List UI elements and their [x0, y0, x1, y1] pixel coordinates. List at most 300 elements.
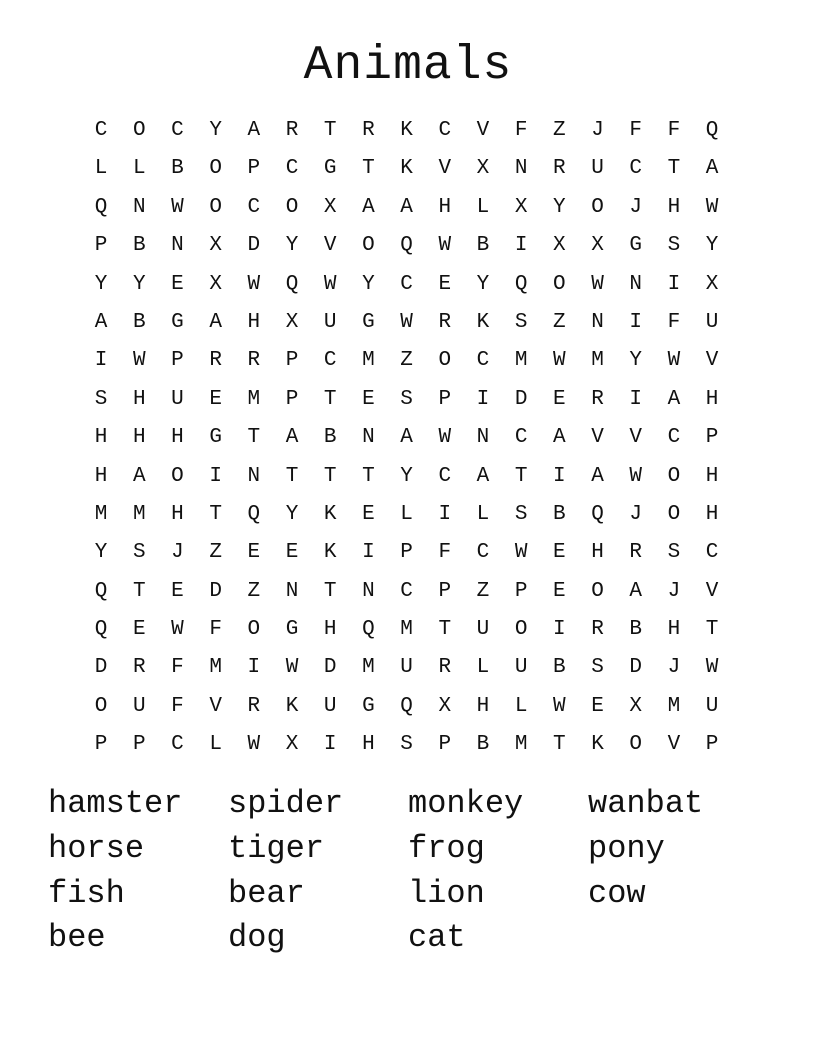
- grid-letter: C: [438, 119, 452, 142]
- grid-letter: X: [591, 234, 604, 258]
- grid-letter: O: [591, 195, 604, 219]
- grid-letter: O: [438, 349, 452, 373]
- grid-letter: U: [132, 694, 146, 718]
- grid-letter: E: [362, 387, 375, 411]
- grid-letter: C: [247, 195, 261, 219]
- grid-letter: F: [171, 656, 184, 680]
- grid-letter: C: [171, 119, 184, 142]
- grid-letter: I: [476, 387, 490, 411]
- grid-letter: O: [362, 234, 375, 258]
- grid-row: [82, 688, 734, 726]
- grid-letter: O: [667, 464, 681, 488]
- grid-letter: P: [94, 234, 108, 258]
- grid-letter: W: [323, 272, 337, 296]
- grid-letter: U: [705, 310, 719, 334]
- grid-letter: E: [171, 272, 184, 296]
- grid-letter: E: [132, 618, 146, 642]
- grid-letter: N: [514, 157, 528, 181]
- grid-letter: M: [132, 502, 146, 526]
- grid-letter: E: [553, 541, 566, 565]
- grid-letter: V: [323, 234, 337, 258]
- grid-letter: V: [705, 579, 719, 603]
- grid-letter: J: [667, 656, 681, 680]
- grid-row: [82, 189, 734, 227]
- grid-letter: C: [171, 733, 184, 757]
- grid-letter: M: [362, 349, 375, 373]
- grid-letter: G: [629, 234, 643, 258]
- grid-letter: B: [476, 234, 490, 258]
- grid-letter: B: [629, 618, 643, 642]
- grid-letter: V: [209, 694, 222, 718]
- grid-letter: K: [323, 541, 337, 565]
- grid-letter: Q: [285, 272, 299, 296]
- grid-letter: W: [247, 272, 261, 296]
- grid-letter: H: [591, 541, 604, 565]
- grid-letter: P: [438, 387, 452, 411]
- grid-letter: V: [438, 157, 452, 181]
- grid-letter: X: [285, 733, 299, 757]
- grid-letter: P: [400, 541, 413, 565]
- grid-letter: E: [553, 387, 566, 411]
- grid-letter: V: [629, 426, 643, 450]
- grid-letter: Q: [400, 694, 413, 718]
- grid-letter: R: [209, 349, 222, 373]
- grid-letter: U: [514, 656, 528, 680]
- grid-letter: X: [553, 234, 566, 258]
- grid-letter: W: [629, 464, 643, 488]
- grid-letter: H: [705, 464, 719, 488]
- grid-letter: U: [323, 694, 337, 718]
- grid-letter: M: [209, 656, 222, 680]
- word-list-item: pony: [588, 829, 665, 867]
- grid-letter: V: [591, 426, 604, 450]
- word-list-item: tiger: [228, 829, 325, 867]
- word-list: [48, 782, 768, 961]
- grid-letter: Y: [705, 234, 719, 258]
- grid-letter: E: [171, 579, 184, 603]
- grid-letter: R: [247, 349, 261, 373]
- grid-letter: T: [667, 157, 681, 181]
- grid-letter: P: [438, 579, 452, 603]
- grid-letter: Y: [553, 195, 566, 219]
- grid-letter: W: [514, 541, 528, 565]
- grid-letter: V: [476, 119, 490, 142]
- word-list-item: monkey: [408, 785, 524, 822]
- grid-letter: Y: [94, 272, 108, 296]
- grid-letter: A: [400, 195, 413, 219]
- grid-letter: E: [285, 541, 299, 565]
- grid-letter: S: [132, 541, 146, 565]
- grid-letter: T: [323, 387, 337, 411]
- grid-letter: Z: [553, 310, 566, 334]
- grid-letter: A: [132, 464, 146, 488]
- word-list-item: wanbat: [588, 785, 704, 822]
- grid-letter: Q: [400, 234, 413, 258]
- word-list-item: hamster: [48, 785, 183, 822]
- grid-letter: N: [362, 579, 375, 603]
- grid-letter: R: [591, 618, 604, 642]
- grid-letter: W: [553, 349, 566, 373]
- grid-letter: U: [705, 694, 719, 718]
- grid-letter: O: [591, 579, 604, 603]
- grid-letter: L: [209, 733, 222, 757]
- grid-letter: L: [514, 694, 528, 718]
- grid-letter: P: [705, 733, 719, 757]
- grid-letter: X: [438, 694, 452, 718]
- grid-letter: W: [705, 195, 719, 219]
- grid-letter: W: [400, 310, 413, 334]
- grid-letter: X: [705, 272, 719, 296]
- grid-letter: A: [476, 464, 490, 488]
- grid-letter: H: [705, 387, 719, 411]
- grid-letter: Q: [705, 119, 719, 142]
- grid-letter: C: [476, 349, 490, 373]
- grid-letter: K: [400, 119, 413, 142]
- grid-letter: M: [514, 733, 528, 757]
- grid-letter: P: [171, 349, 184, 373]
- grid-letter: W: [591, 272, 604, 296]
- grid-letter: O: [553, 272, 566, 296]
- grid-letter: S: [94, 387, 108, 411]
- grid-letter: M: [514, 349, 528, 373]
- grid-letter: I: [667, 272, 681, 296]
- grid-letter: B: [171, 157, 184, 181]
- grid-letter: C: [400, 272, 413, 296]
- grid-letter: H: [705, 502, 719, 526]
- grid-letter: O: [94, 694, 108, 718]
- grid-letter: D: [514, 387, 528, 411]
- grid-letter: T: [514, 464, 528, 488]
- grid-letter: A: [629, 579, 643, 603]
- grid-letter: N: [247, 464, 261, 488]
- grid-letter: I: [362, 541, 375, 565]
- grid-letter: N: [476, 426, 490, 450]
- grid-letter: I: [94, 349, 108, 373]
- grid-row: [82, 726, 734, 764]
- grid-letter: V: [667, 733, 681, 757]
- grid-letter: I: [247, 656, 261, 680]
- grid-letter: Y: [362, 272, 375, 296]
- grid-letter: G: [323, 157, 337, 181]
- grid-letter: B: [553, 502, 566, 526]
- grid-row: [82, 534, 734, 572]
- grid-letter: Q: [362, 618, 375, 642]
- grid-letter: F: [667, 119, 681, 142]
- grid-row: [82, 227, 734, 265]
- word-list-item: dog: [228, 919, 286, 957]
- grid-letter: E: [209, 387, 222, 411]
- grid-letter: Z: [209, 541, 222, 565]
- word-list-item: fish: [48, 874, 125, 912]
- grid-letter: M: [94, 502, 108, 526]
- grid-letter: O: [209, 157, 222, 181]
- grid-letter: I: [629, 310, 643, 334]
- grid-letter: L: [400, 502, 413, 526]
- grid-letter: G: [362, 310, 375, 334]
- grid-letter: Y: [285, 234, 299, 258]
- grid-letter: X: [323, 195, 337, 219]
- grid-letter: U: [476, 618, 490, 642]
- grid-letter: W: [553, 694, 566, 718]
- grid-letter: Z: [476, 579, 490, 603]
- word-list-item: cow: [588, 874, 646, 912]
- grid-letter: Y: [400, 464, 413, 488]
- grid-letter: S: [667, 541, 681, 565]
- grid-letter: D: [94, 656, 108, 680]
- grid-letter: K: [591, 733, 604, 757]
- grid-letter: U: [171, 387, 184, 411]
- grid-letter: Y: [209, 119, 222, 142]
- grid-letter: B: [476, 733, 490, 757]
- grid-letter: I: [209, 464, 222, 488]
- grid-letter: C: [94, 119, 108, 142]
- grid-letter: I: [553, 618, 566, 642]
- grid-letter: O: [667, 502, 681, 526]
- grid-letter: S: [400, 733, 413, 757]
- grid-letter: F: [171, 694, 184, 718]
- grid-letter: L: [94, 157, 108, 181]
- grid-letter: C: [476, 541, 490, 565]
- grid-letter: D: [629, 656, 643, 680]
- grid-letter: A: [247, 119, 261, 142]
- grid-letter: P: [705, 426, 719, 450]
- grid-letter: D: [209, 579, 222, 603]
- grid-letter: O: [132, 119, 146, 142]
- grid-letter: C: [514, 426, 528, 450]
- grid-letter: W: [438, 426, 452, 450]
- grid-letter: T: [438, 618, 452, 642]
- grid-letter: G: [285, 618, 299, 642]
- grid-letter: R: [591, 387, 604, 411]
- grid-letter: T: [705, 618, 719, 642]
- grid-letter: O: [209, 195, 222, 219]
- grid-letter: Q: [514, 272, 528, 296]
- grid-letter: H: [171, 426, 184, 450]
- grid-letter: Z: [553, 119, 566, 142]
- grid-letter: C: [629, 157, 643, 181]
- grid-letter: M: [400, 618, 413, 642]
- grid-letter: X: [476, 157, 490, 181]
- grid-row: [82, 649, 734, 687]
- grid-letter: Z: [400, 349, 413, 373]
- grid-letter: N: [591, 310, 604, 334]
- grid-letter: E: [553, 579, 566, 603]
- grid-row: [82, 150, 734, 188]
- grid-letter: R: [362, 119, 375, 142]
- grid-letter: N: [132, 195, 146, 219]
- grid-letter: A: [285, 426, 299, 450]
- grid-letter: O: [285, 195, 299, 219]
- grid-letter: C: [438, 464, 452, 488]
- grid-letter: P: [94, 733, 108, 757]
- grid-letter: E: [247, 541, 261, 565]
- grid-letter: Y: [94, 541, 108, 565]
- grid-letter: D: [247, 234, 261, 258]
- grid-letter: C: [323, 349, 337, 373]
- grid-letter: S: [514, 310, 528, 334]
- grid-letter: F: [438, 541, 452, 565]
- grid-letter: T: [132, 579, 146, 603]
- grid-letter: N: [629, 272, 643, 296]
- grid-letter: C: [667, 426, 681, 450]
- grid-letter: K: [323, 502, 337, 526]
- grid-letter: E: [362, 502, 375, 526]
- grid-letter: I: [514, 234, 528, 258]
- grid-letter: O: [629, 733, 643, 757]
- grid-letter: I: [438, 502, 452, 526]
- grid-letter: P: [514, 579, 528, 603]
- grid-letter: Q: [94, 579, 108, 603]
- grid-letter: Q: [94, 618, 108, 642]
- grid-letter: J: [629, 502, 643, 526]
- word-list-item: bee: [48, 919, 106, 957]
- grid-letter: Y: [132, 272, 146, 296]
- grid-letter: P: [132, 733, 146, 757]
- grid-letter: R: [438, 310, 452, 334]
- grid-letter: P: [285, 387, 299, 411]
- grid-letter: T: [553, 733, 566, 757]
- grid-letter: H: [132, 426, 146, 450]
- grid-letter: A: [94, 310, 108, 334]
- grid-letter: W: [285, 656, 299, 680]
- grid-letter: H: [362, 733, 375, 757]
- grid-letter: H: [438, 195, 452, 219]
- grid-letter: B: [323, 426, 337, 450]
- grid-letter: G: [362, 694, 375, 718]
- grid-letter: Y: [476, 272, 490, 296]
- grid-letter: C: [400, 579, 413, 603]
- grid-letter: W: [247, 733, 261, 757]
- grid-letter: K: [476, 310, 490, 334]
- grid-letter: L: [132, 157, 146, 181]
- grid-letter: T: [323, 119, 337, 142]
- grid-letter: S: [591, 656, 604, 680]
- grid-letter: S: [667, 234, 681, 258]
- grid-letter: I: [629, 387, 643, 411]
- grid-letter: F: [667, 310, 681, 334]
- grid-letter: A: [362, 195, 375, 219]
- word-list-item: spider: [228, 785, 344, 822]
- grid-letter: R: [247, 694, 261, 718]
- grid-letter: O: [514, 618, 528, 642]
- grid-letter: N: [171, 234, 184, 258]
- grid-letter: W: [705, 656, 719, 680]
- grid-letter: A: [591, 464, 604, 488]
- grid-row: [82, 458, 734, 496]
- grid-row: [82, 419, 734, 457]
- grid-letter: M: [667, 694, 681, 718]
- grid-letter: R: [285, 119, 299, 142]
- grid-letter: J: [667, 579, 681, 603]
- grid-letter: K: [400, 157, 413, 181]
- grid-letter: H: [667, 195, 681, 219]
- grid-letter: U: [591, 157, 604, 181]
- grid-letter: Z: [247, 579, 261, 603]
- word-list-item: lion: [408, 874, 485, 912]
- grid-letter: C: [285, 157, 299, 181]
- grid-letter: I: [323, 733, 337, 757]
- grid-letter: W: [171, 618, 184, 642]
- grid-letter: H: [476, 694, 490, 718]
- grid-letter: R: [553, 157, 566, 181]
- grid-letter: X: [209, 272, 222, 296]
- grid-letter: F: [514, 119, 528, 142]
- grid-letter: J: [591, 119, 604, 142]
- grid-letter: A: [553, 426, 566, 450]
- grid-letter: W: [132, 349, 146, 373]
- grid-row: [82, 573, 734, 611]
- grid-row: [82, 342, 734, 380]
- grid-letter: K: [285, 694, 299, 718]
- grid-letter: M: [362, 656, 375, 680]
- grid-letter: H: [667, 618, 681, 642]
- grid-letter: H: [171, 502, 184, 526]
- grid-row: [82, 611, 734, 649]
- grid-letter: Y: [285, 502, 299, 526]
- grid-letter: X: [514, 195, 528, 219]
- grid-letter: A: [705, 157, 719, 181]
- grid-letter: I: [553, 464, 566, 488]
- grid-letter: S: [400, 387, 413, 411]
- grid-letter: S: [514, 502, 528, 526]
- page-title: Animals: [303, 39, 513, 93]
- grid-letter: P: [438, 733, 452, 757]
- grid-letter: H: [323, 618, 337, 642]
- grid-letter: T: [323, 579, 337, 603]
- grid-letter: Y: [629, 349, 643, 373]
- grid-letter: T: [362, 157, 375, 181]
- grid-letter: T: [247, 426, 261, 450]
- grid-row: [82, 266, 734, 304]
- grid-letter: X: [209, 234, 222, 258]
- grid-row: [82, 112, 734, 150]
- grid-letter: F: [209, 618, 222, 642]
- grid-letter: L: [476, 195, 490, 219]
- grid-letter: W: [438, 234, 452, 258]
- grid-letter: U: [323, 310, 337, 334]
- grid-letter: Q: [94, 195, 108, 219]
- grid-letter: B: [132, 310, 146, 334]
- grid-letter: B: [553, 656, 566, 680]
- grid-letter: H: [247, 310, 261, 334]
- grid-row: [82, 496, 734, 534]
- grid-letter: Q: [247, 502, 261, 526]
- grid-letter: U: [400, 656, 413, 680]
- grid-letter: W: [171, 195, 184, 219]
- grid-letter: T: [362, 464, 375, 488]
- grid-letter: J: [629, 195, 643, 219]
- grid-letter: F: [629, 119, 643, 142]
- grid-letter: H: [94, 426, 108, 450]
- grid-letter: R: [132, 656, 146, 680]
- grid-letter: E: [438, 272, 452, 296]
- grid-letter: A: [667, 387, 681, 411]
- grid-letter: W: [667, 349, 681, 373]
- grid-letter: N: [285, 579, 299, 603]
- grid-letter: X: [285, 310, 299, 334]
- grid-letter: G: [209, 426, 222, 450]
- grid-letter: P: [285, 349, 299, 373]
- grid-letter: M: [591, 349, 604, 373]
- grid-letter: A: [400, 426, 413, 450]
- word-list-item: horse: [48, 829, 145, 867]
- grid-letter: B: [132, 234, 146, 258]
- grid-letter: H: [94, 464, 108, 488]
- grid-letter: E: [591, 694, 604, 718]
- grid-letter: H: [132, 387, 146, 411]
- grid-letter: T: [209, 502, 222, 526]
- word-list-item: bear: [228, 874, 305, 912]
